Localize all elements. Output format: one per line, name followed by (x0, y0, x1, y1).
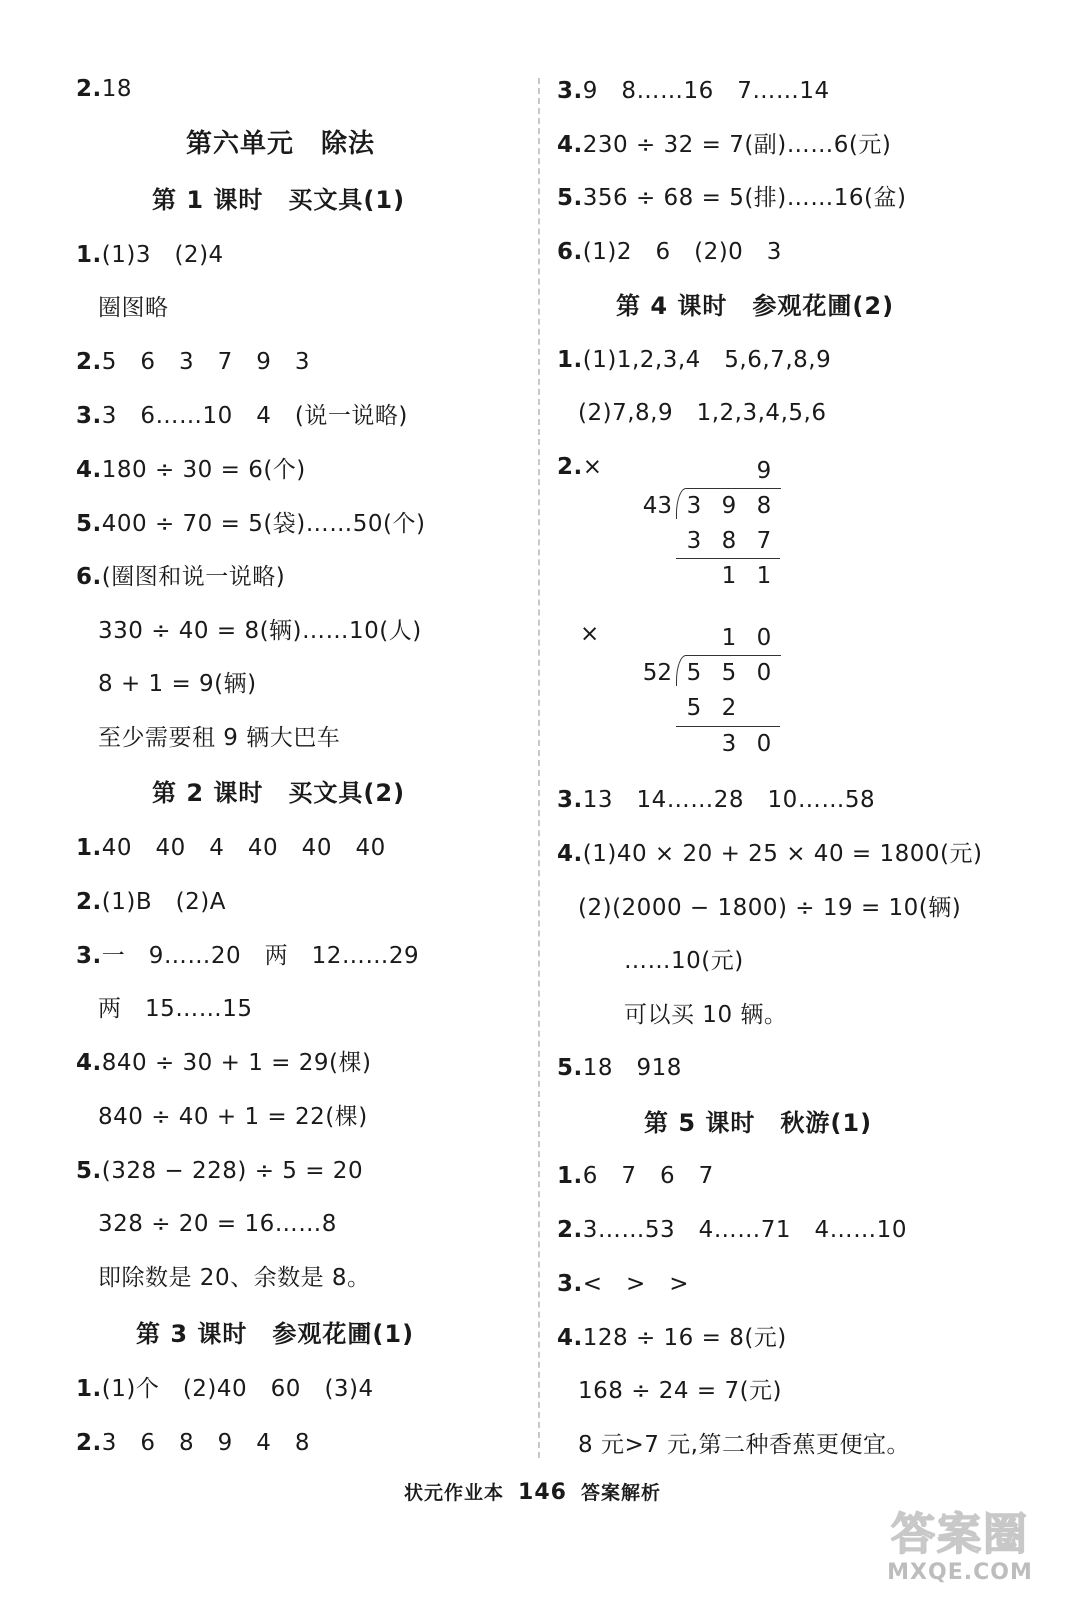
answer-line: 至少需要租 9 辆大巴车 (98, 725, 341, 751)
lesson-heading: 第 5 课时 秋游(1) (644, 1109, 873, 1137)
lesson-heading: 第 3 课时 参观花圃(1) (136, 1320, 415, 1348)
answer-line: 3.3 6……10 4 (说一说略) (76, 403, 408, 429)
answer-line: 两 15……15 (98, 996, 253, 1022)
answer-line: 1.(1)1,2,3,4 5,6,7,8,9 (557, 347, 832, 373)
dividend-digit: 5 (686, 660, 702, 686)
page-number: 146 (518, 1480, 567, 1505)
wrong-mark: × (580, 621, 600, 647)
remainder-digit: 3 (721, 731, 737, 757)
answer-line: 6.(圈图和说一说略) (76, 564, 286, 590)
answer-line: 330 ÷ 40 = 8(辆)……10(人) (98, 618, 422, 644)
product-digit: 8 (721, 528, 737, 554)
book-title: 状元作业本 (404, 1482, 505, 1504)
lesson-heading: 第 4 课时 参观花圃(2) (616, 292, 895, 320)
answer-line: 2.18 (76, 76, 133, 102)
product-digit: 5 (686, 695, 702, 721)
answer-line: 2.(1)B (2)A (76, 889, 226, 915)
watermark (862, 1498, 1058, 1594)
answer-line: 5.18 918 (557, 1055, 682, 1081)
remainder-digit: 0 (756, 731, 772, 757)
answer-line: (2)(2000 − 1800) ÷ 19 = 10(辆) (578, 895, 962, 921)
remainder-digit: 1 (756, 563, 772, 589)
answer-line: 圈图略 (98, 295, 169, 321)
dividend-digit: 3 (686, 493, 702, 519)
answer-line: 3.9 8……16 7……14 (557, 78, 830, 104)
answer-line: 3.< > > (557, 1271, 690, 1297)
product-digit: 3 (686, 528, 702, 554)
answer-line: 5.400 ÷ 70 = 5(袋)……50(个) (76, 511, 426, 537)
answer-line: 5.(328 − 228) ÷ 5 = 20 (76, 1158, 364, 1184)
subtraction-line (676, 726, 780, 727)
answer-line: 6.(1)2 6 (2)0 3 (557, 239, 782, 265)
answer-line: 2.5 6 3 7 9 3 (76, 349, 311, 375)
dividend-digit: 9 (721, 493, 737, 519)
answer-line: 3.一 9……20 两 12……29 (76, 943, 420, 969)
answer-line: 可以买 10 辆。 (624, 1002, 788, 1028)
answer-line: 3.13 14……28 10……58 (557, 787, 876, 813)
answer-line: 4.(1)40 × 20 + 25 × 40 = 1800(元) (557, 841, 983, 867)
answer-line: 4.180 ÷ 30 = 6(个) (76, 457, 306, 483)
unit-title: 第六单元 除法 (186, 129, 376, 159)
lesson-heading: 第 2 课时 买文具(2) (152, 779, 406, 807)
subtraction-line (676, 558, 780, 559)
section-title: 答案解析 (580, 1482, 661, 1504)
watermark-logo: 答案圈 (891, 1509, 1029, 1560)
answer-line: 328 ÷ 20 = 16……8 (98, 1211, 337, 1237)
answer-line: ……10(元) (624, 948, 744, 974)
watermark-url: MXQE.COM (887, 1560, 1033, 1585)
answer-line: 1.(1)3 (2)4 (76, 242, 224, 268)
answer-line: 即除数是 20、余数是 8。 (98, 1265, 371, 1291)
answer-line: (2)7,8,9 1,2,3,4,5,6 (578, 400, 827, 426)
answer-line: 8 + 1 = 9(辆) (98, 671, 257, 697)
answer-line: 1.6 7 6 7 (557, 1163, 714, 1189)
product-digit: 7 (756, 528, 772, 554)
quotient-digit: 9 (756, 458, 772, 484)
divisor: 43 (642, 493, 672, 519)
remainder-digit: 1 (721, 563, 737, 589)
answer-line: 2.× (557, 454, 603, 480)
dividend-digit: 8 (756, 493, 772, 519)
dividend-digit: 5 (721, 660, 737, 686)
column-divider (538, 78, 540, 1458)
product-digit: 2 (721, 695, 737, 721)
quotient-digit: 0 (756, 625, 772, 651)
answer-line: 4.230 ÷ 32 = 7(副)……6(元) (557, 132, 892, 158)
answer-line: 2.3 6 8 9 4 8 (76, 1430, 311, 1456)
answer-line: 1.(1)个 (2)40 60 (3)4 (76, 1376, 374, 1402)
dividend-digit: 0 (756, 660, 772, 686)
answer-line: 2.3……53 4……71 4……10 (557, 1217, 907, 1243)
divisor: 52 (642, 660, 672, 686)
answer-line: 5.356 ÷ 68 = 5(排)……16(盆) (557, 185, 907, 211)
answer-line: 1.40 40 4 40 40 40 (76, 835, 386, 861)
answer-line: 840 ÷ 40 + 1 = 22(棵) (98, 1104, 368, 1130)
answer-line: 4.128 ÷ 16 = 8(元) (557, 1325, 787, 1351)
answer-line: 4.840 ÷ 30 + 1 = 29(棵) (76, 1050, 372, 1076)
answer-line: 168 ÷ 24 = 7(元) (578, 1378, 783, 1404)
quotient-digit: 1 (721, 625, 737, 651)
answer-line: 8 元>7 元,第二种香蕉更便宜。 (578, 1432, 910, 1458)
lesson-heading: 第 1 课时 买文具(1) (152, 186, 406, 214)
